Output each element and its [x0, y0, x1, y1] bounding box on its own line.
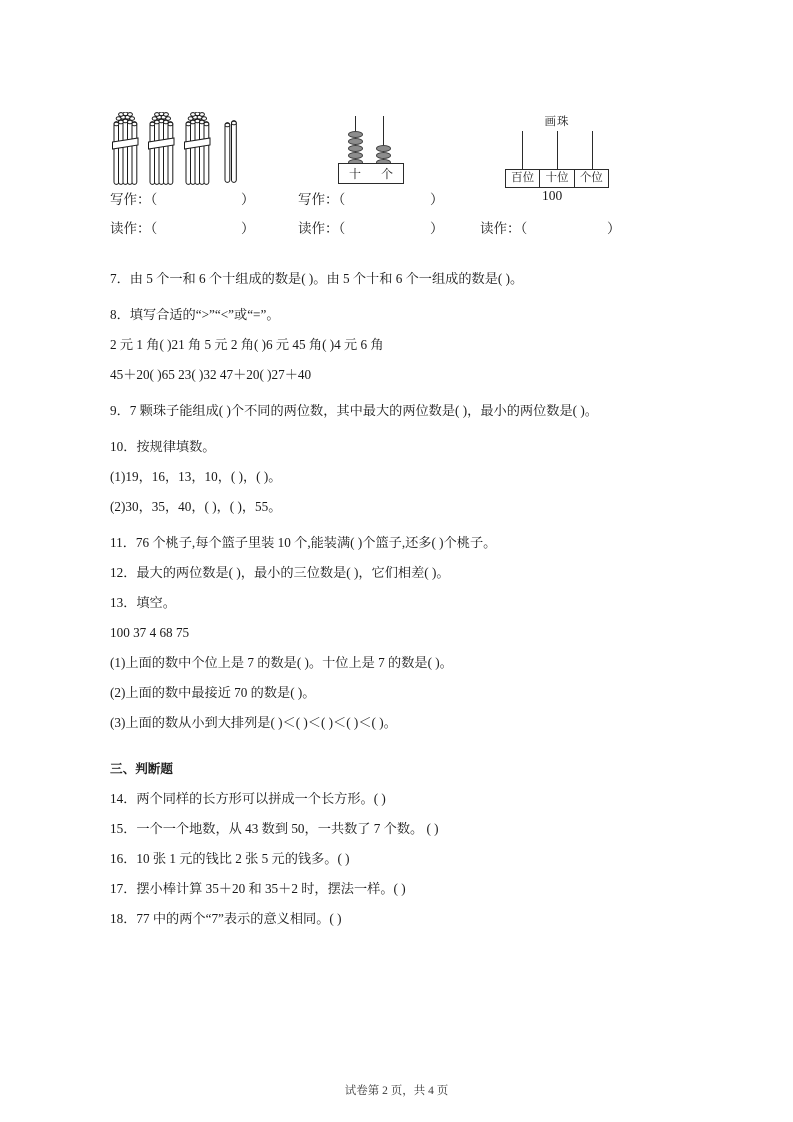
- abacus-figure: [338, 116, 404, 188]
- abacus-base: [338, 163, 404, 184]
- write-close-col1: ）: [241, 192, 255, 207]
- question-10-part-1: (1)19，16，13，10，( )，( )。: [110, 469, 282, 484]
- read-close-col2: ）: [430, 221, 444, 236]
- question-13-title: 13．填空。: [110, 595, 176, 610]
- stick-bundle-icon: [110, 112, 140, 186]
- pv-cell-tens: 十位: [540, 170, 574, 187]
- question-14: 14．两个同样的长方形可以拼成一个长方形。( ): [110, 791, 386, 806]
- write-close-col2: ）: [430, 192, 444, 207]
- place-value-title: 画珠: [544, 116, 570, 128]
- abacus-bead: [376, 145, 391, 152]
- read-close-col1: ）: [241, 221, 255, 236]
- question-13-part-3: (3)上面的数从小到大排列是( )＜( )＜( )＜( )＜( )。: [110, 715, 397, 730]
- abacus-ones-label: 个: [380, 167, 393, 181]
- tick-ones: [592, 131, 593, 169]
- stick-bundle-icon: [146, 112, 176, 186]
- read-row: [110, 217, 690, 246]
- pv-cell-ones: 个位: [579, 172, 603, 184]
- question-12: 12．最大的两位数是( )，最小的三位数是( )，它们相差( )。: [110, 565, 450, 580]
- write-label-col2: 写作：（: [298, 192, 346, 207]
- section-heading-3: 三、判断题: [110, 762, 173, 776]
- question-7: 7．由 5 个一和 6 个十组成的数是( )。由 5 个十和 6 个一组成的数是( )。: [110, 271, 524, 286]
- page-footer: 试卷第 2 页，共 4 页: [344, 1085, 449, 1097]
- read-label-col2: 读作：（: [298, 221, 346, 236]
- bundled-sticks-figure: [110, 112, 240, 186]
- place-value-number: 100: [542, 188, 563, 203]
- read-label-col3: 读作：（: [480, 221, 528, 236]
- question-18: 18．77 中的两个“7”表示的意义相同。( ): [110, 911, 342, 926]
- abacus-bead: [348, 131, 363, 138]
- question-15: 15．一个一个地数，从 43 数到 50，一共数了 7 个数。 ( ): [110, 821, 439, 836]
- question-13-part-1: (1)上面的数中个位上是 7 的数是( )。十位上是 7 的数是( )。: [110, 655, 453, 670]
- question-8-title: 8．填写合适的“>”“<”或“=”。: [110, 307, 280, 322]
- abacus-bead: [348, 152, 363, 159]
- question-8-line-1: 2 元 1 角( )21 角 5 元 2 角( )6 元 45 角( )4 元 6 角: [110, 337, 384, 352]
- question-16: 16．10 张 1 元的钱比 2 张 5 元的钱多。( ): [110, 851, 350, 866]
- place-value-figure: [505, 113, 609, 188]
- loose-sticks-icon: [222, 112, 240, 186]
- page-content: [110, 88, 690, 934]
- read-label-col1: 读作：（: [110, 221, 158, 236]
- question-11: 11．76 个桃子,每个篮子里装 10 个,能装满( )个篮子,还多( )个桃子。: [110, 535, 497, 550]
- question-13-part-2: (2)上面的数中最接近 70 的数是( )。: [110, 685, 316, 700]
- figures-row: [110, 88, 690, 188]
- read-close-col3: ）: [607, 221, 621, 236]
- abacus-bead: [348, 145, 363, 152]
- abacus-bead: [348, 138, 363, 145]
- abacus-tens-label: 十: [348, 167, 361, 181]
- question-17: 17．摆小棒计算 35＋20 和 35＋2 时，摆法一样。( ): [110, 881, 406, 896]
- place-value-ticks: [505, 131, 609, 169]
- place-value-table: [505, 169, 609, 188]
- pv-cell-hundreds: 百位: [506, 170, 540, 187]
- place-value-wrap: [505, 113, 609, 188]
- question-8-line-2: 45＋20( )65 23( )32 47＋20( )27＋40: [110, 367, 312, 382]
- tick-tens: [557, 131, 558, 169]
- question-10-title: 10．按规律填数。: [110, 439, 216, 454]
- stick-bundle-icon: [182, 112, 212, 186]
- stick-bundles: [110, 112, 240, 186]
- tick-hundreds: [522, 131, 523, 169]
- write-row: [110, 188, 690, 217]
- question-10-part-2: (2)30，35，40，( )，( )，55。: [110, 499, 282, 514]
- abacus-bead: [376, 152, 391, 159]
- question-13-numbers: 100 37 4 68 75: [110, 625, 190, 640]
- question-9: 9．7 颗珠子能组成( )个不同的两位数，其中最大的两位数是( )，最小的两位数是( )。: [110, 403, 598, 418]
- write-label-col1: 写作：（: [110, 192, 158, 207]
- abacus: [338, 116, 404, 188]
